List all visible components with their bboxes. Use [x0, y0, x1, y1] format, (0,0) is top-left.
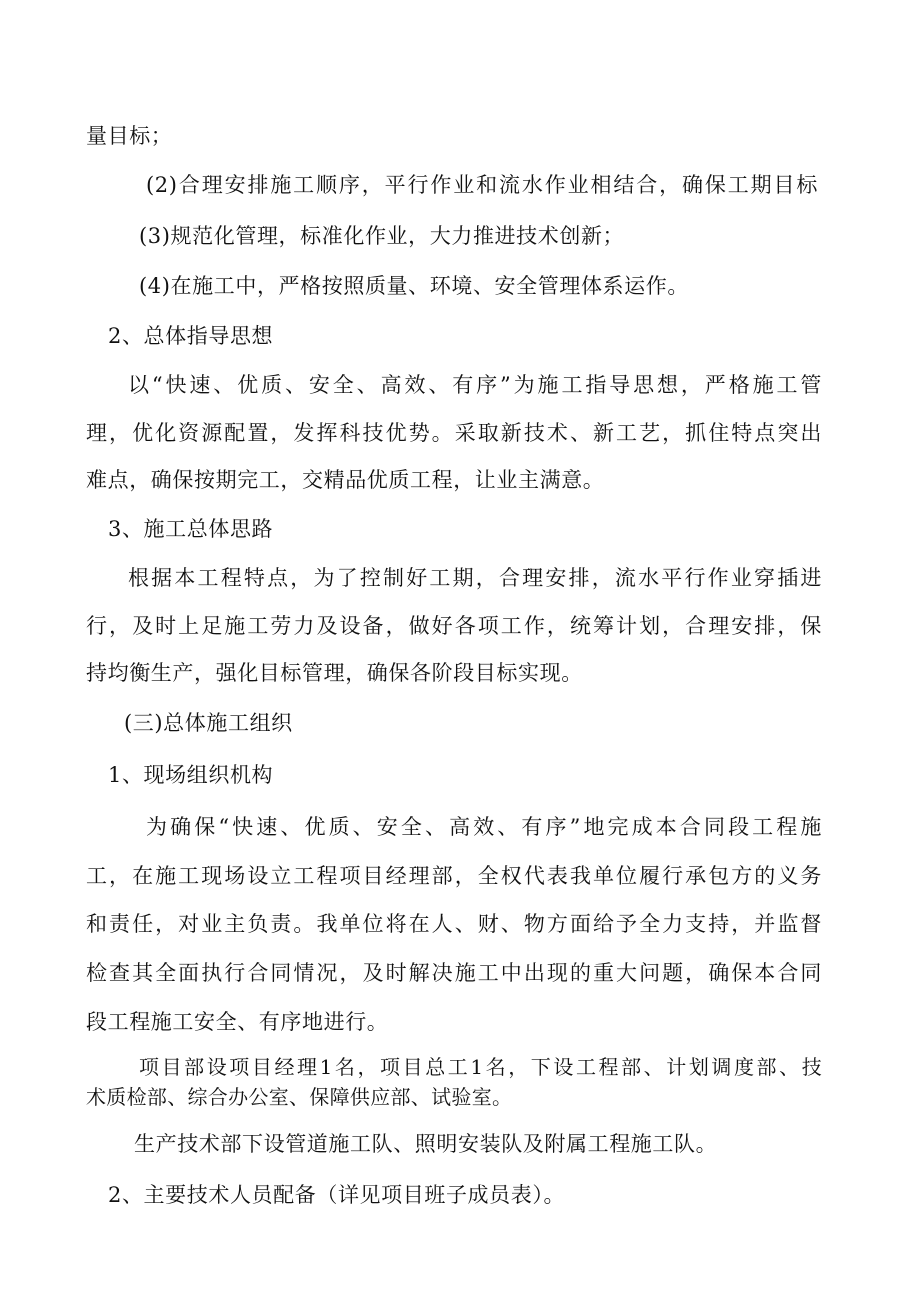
- text-line-11: 行，及时上足施工劳力及设备，做好各项工作，统筹计划，合理安排，保: [86, 614, 822, 638]
- text-line-20: 项目部设项目经理1名，项目总工1名，下设工程部、计划调度部、技: [139, 1055, 822, 1079]
- text-line-22: 生产技术部下设管道施工队、照明安装队及附属工程施工队。: [134, 1132, 718, 1156]
- section-heading-2-technical-staff: 2、主要技术人员配备（详见项目班子成员表）。: [108, 1183, 566, 1207]
- section-heading-1-site-organization: 1、现场组织机构: [108, 763, 274, 787]
- text-line-2: (2)合理安排施工顺序，平行作业和流水作业相结合，确保工期目标: [146, 173, 818, 197]
- text-line-7: 理，优化资源配置，发挥科技优势。采取新技术、新工艺，抓住特点突出: [86, 421, 822, 445]
- text-line-21: 术质检部、综合办公室、保障供应部、试验室。: [86, 1085, 513, 1109]
- text-line-8: 难点，确保按期完工，交精品优质工程，让业主满意。: [86, 468, 605, 492]
- text-line-17: 和责任，对业主负责。我单位将在人、财、物方面给予全力支持，并监督: [86, 912, 822, 936]
- section-heading-3-overall-approach: 3、施工总体思路: [108, 517, 274, 541]
- text-line-19: 段工程施工安全、有序地进行。: [86, 1010, 389, 1034]
- section-heading-2-guiding-idea: 2、总体指导思想: [108, 324, 274, 348]
- text-line-18: 检查其全面执行合同情况，及时解决施工中出现的重大问题，确保本合同: [86, 961, 822, 985]
- text-line-1: 量目标；: [86, 124, 173, 148]
- text-line-3: (3)规范化管理，标准化作业，大力推进技术创新；: [139, 224, 625, 248]
- text-line-12: 持均衡生产，强化目标管理，确保各阶段目标实现。: [86, 661, 583, 685]
- text-line-16: 工，在施工现场设立工程项目经理部，全权代表我单位履行承包方的义务: [86, 864, 822, 888]
- section-heading-3-general-organization: (三)总体施工组织: [124, 711, 293, 735]
- text-line-6: 以“快速、优质、安全、高效、有序”为施工指导思想，严格施工管: [128, 373, 822, 397]
- text-line-4: (4)在施工中，严格按照质量、环境、安全管理体系运作。: [139, 274, 689, 298]
- text-line-10: 根据本工程特点，为了控制好工期，合理安排，流水平行作业穿插进: [128, 566, 822, 590]
- text-line-15: 为确保“快速、优质、安全、高效、有序”地完成本合同段工程施: [146, 815, 822, 839]
